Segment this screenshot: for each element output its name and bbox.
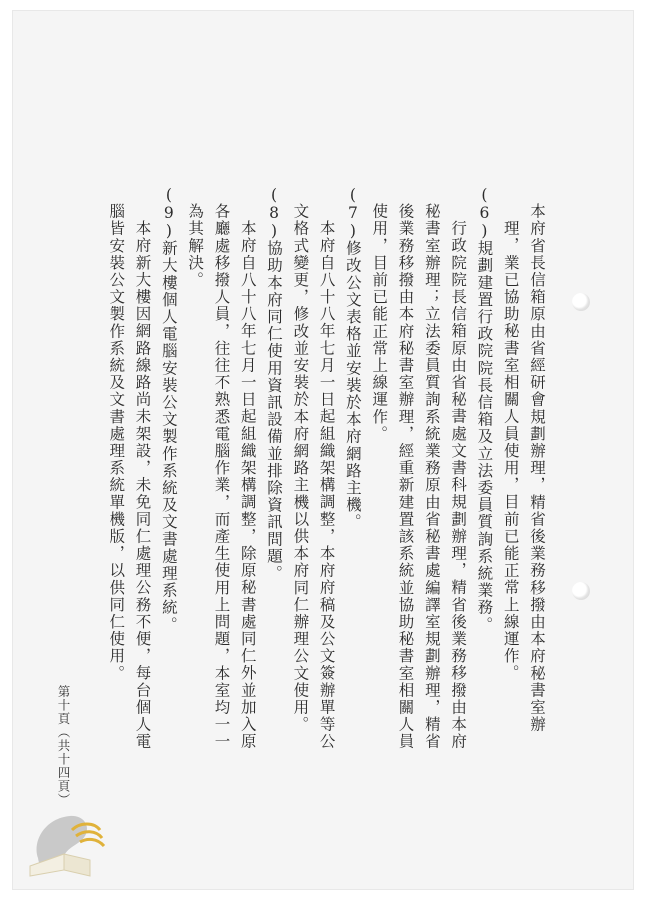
- vertical-text-body: [103, 186, 550, 786]
- text-line: 本府新大樓因網路線路尚未架設，未免同仁處理公務不便，每台個人電: [133, 220, 152, 751]
- item-number: (8): [265, 186, 284, 240]
- text-line: 秘書室辦理；立法委員質詢系統業務原由省秘書處編譯室規劃辦理，精省: [422, 203, 441, 751]
- text-line: 理，業已協助秘書室相關人員使用，目前已能正常上線運作。: [501, 220, 520, 682]
- item-number: (6): [475, 186, 494, 240]
- text-line: 後業務移撥由本府秘書室辦理，經重新建置該系統並協助秘書室相關人員: [396, 203, 415, 751]
- text-line: 行政院院長信箱原由省秘書處文書科規劃辦理，精省後業務移撥由本府: [449, 220, 468, 751]
- binding-hole-icon: [572, 293, 590, 311]
- text-line: 文格式變更，修改並安裝於本府網路主機以供本府同仁辦理公文使用。: [291, 203, 310, 734]
- text-line: 腦皆安裝公文製作系統及文書處理系統單機版，以供同仁使用。: [107, 203, 126, 682]
- text-line: 使用，目前已能正常上線運作。: [370, 203, 389, 443]
- item-heading: (6)規劃建置行政院院長信箱及立法委員質詢系統業務。: [475, 186, 494, 634]
- page-number: 第十頁（共十四頁）: [56, 685, 71, 807]
- text-line: 各廳處移撥人員，往往不熟悉電腦作業，而產生使用上問題，本室均一一: [212, 203, 231, 751]
- item-number: (9): [159, 186, 178, 240]
- text-line: 本府省長信箱原由省經研會規劃辦理，精省後業務移撥由本府秘書室辦: [528, 203, 546, 734]
- archive-logo-icon: [20, 800, 115, 880]
- text-line: 為其解決。: [186, 203, 205, 289]
- text-line: 本府自八十八年七月一日起組織架構調整，除原秘書處同仁外並加入原: [238, 220, 257, 751]
- item-heading: (9)新大樓個人電腦安裝公文製作系統及文書處理系統。: [159, 186, 178, 634]
- item-number: (7): [343, 186, 362, 240]
- text-line: 本府自八十八年七月一日起組織架構調整，本府府稿及公文簽辦單等公: [317, 220, 336, 751]
- item-heading: (7)修改公文表格並安裝於本府網路主機。: [343, 186, 362, 531]
- binding-hole-icon: [572, 582, 590, 600]
- item-heading: (8)協助本府同仁使用資訊設備並排除資訊問題。: [265, 186, 284, 582]
